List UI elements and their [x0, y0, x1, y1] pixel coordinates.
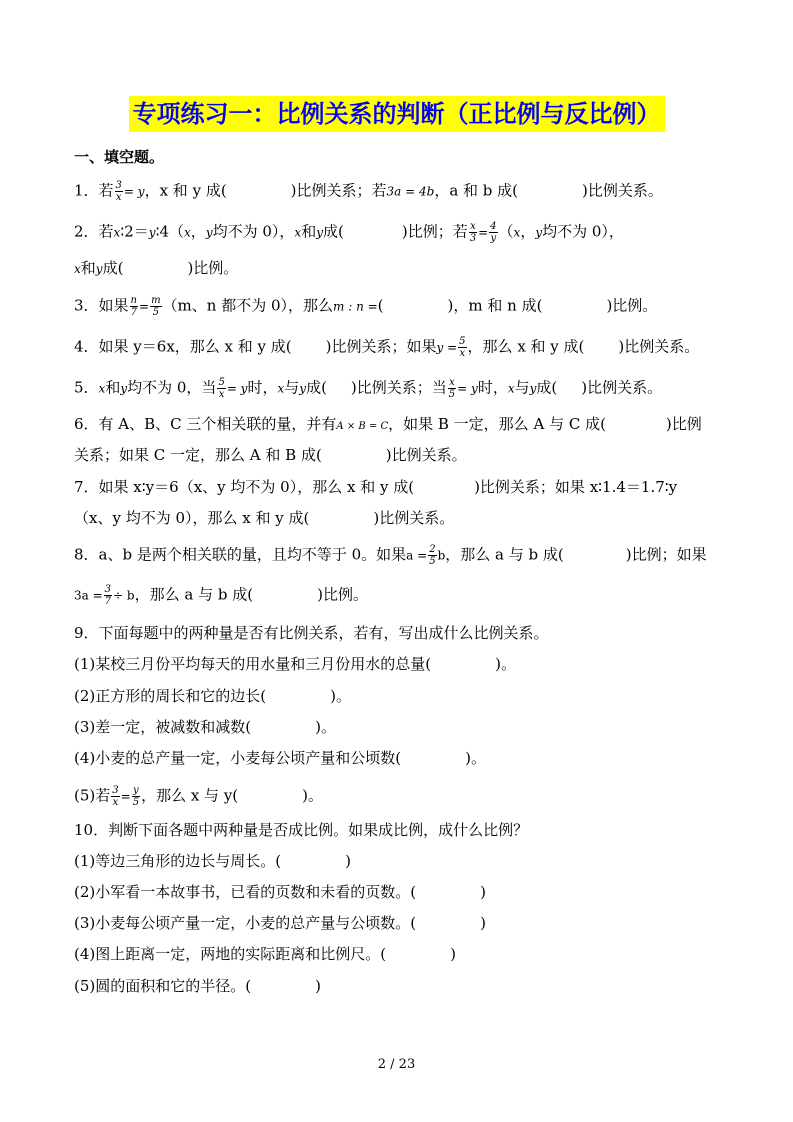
question-10-item-2: (2)小军看一本故事书，已看的页数和未看的页数。( ) — [74, 883, 486, 901]
question-6-continued: 关系；如果 C 一定，那么 A 和 B 成( )比例关系。 — [74, 446, 467, 464]
fraction: $\frac{y}{5}$ — [132, 785, 140, 808]
question-8: 8．a、b 是两个相关联的量，且均不等于 0。如果a = $\frac{2}{5}$ b，那么 a 与 b 成( )比例；如果 — [74, 544, 707, 567]
fraction: $\frac{m}{5}$ — [151, 295, 161, 318]
fraction: $\frac{3}{7}$ — [104, 584, 112, 607]
fraction: $\frac{x}{5}$ — [448, 377, 456, 400]
fraction: $\frac{4}{y}$ — [490, 221, 497, 244]
question-10-item-1: (1)等边三角形的边长与周长。( ) — [74, 852, 351, 870]
question-10-item-5: (5)圆的面积和它的半径。( ) — [74, 977, 321, 995]
section-heading-fill-blank: 一、填空题。 — [74, 148, 165, 166]
page-number: 2 / 23 — [377, 1057, 416, 1072]
question-2-continued: x和y成( )比例。 — [74, 259, 239, 277]
question-10-item-4: (4)图上距离一定，两地的实际距离和比例尺。( ) — [74, 945, 456, 963]
fraction: $\frac{3}{x}$ — [112, 785, 119, 808]
fraction: $\frac{x}{3}$ — [469, 221, 477, 244]
question-5: 5．x和y均不为 0，当 $\frac{5}{x}$ = y时，x与y成( )比例关系；当 $\frac{x}{5}$ = y时，x与y成( )比例关系。 — [74, 377, 663, 400]
question-9-item-3: (3)差一定，被减数和减数( )。 — [74, 718, 336, 736]
question-9-item-5: (5)若 $\frac{3}{x}$ = $\frac{y}{5}$ ，那么 x 与 y( )。 — [74, 785, 324, 808]
fraction: $\frac{n}{7}$ — [130, 295, 137, 318]
fraction: $\frac{5}{x}$ — [459, 336, 466, 359]
fraction: $\frac{5}{x}$ — [218, 377, 225, 400]
question-9-item-1: (1)某校三月份平均每天的用水量和三月份用水的总量( )。 — [74, 655, 516, 673]
question-2: 2．若x∶2＝y∶4（x，y均不为 0），x和y成( )比例；若 $\frac{x}{3}$ = $\frac{4}{y}$ （x，y均不为 0）， — [74, 221, 624, 244]
question-9-item-2: (2)正方形的周长和它的边长( )。 — [74, 687, 351, 705]
question-9: 9．下面每题中的两种量是否有比例关系，若有，写出成什么比例关系。 — [74, 624, 549, 642]
question-1: 1．若 $\frac{3}{x}$ = y，x 和 y 成( )比例关系；若3a = 4b，a 和 b 成( )比例关系。 — [74, 180, 663, 203]
question-3: 3．如果 $\frac{n}{7}$ = $\frac{m}{5}$ （m、n 都不为 0），那么m : n =( )，m 和 n 成( )比例。 — [74, 295, 658, 318]
question-7: 7．如果 x∶y＝6（x、y 均不为 0），那么 x 和 y 成( )比例关系；如果 x∶1.4＝1.7∶y — [74, 478, 678, 496]
question-7-continued: （x、y 均不为 0），那么 x 和 y 成( )比例关系。 — [74, 509, 455, 527]
page-title: 专项练习一：比例关系的判断（正比例与反比例） — [129, 96, 665, 132]
title-container — [0, 96, 793, 132]
fraction: $\frac{2}{5}$ — [429, 544, 436, 567]
fraction: $\frac{3}{x}$ — [115, 180, 122, 203]
question-9-item-4: (4)小麦的总产量一定，小麦每公顷产量和公顷数( )。 — [74, 749, 486, 767]
question-8-continued: 3a = $\frac{3}{7}$ ÷ b，那么 a 与 b 成( )比例。 — [74, 584, 368, 607]
question-6: 6．有 A、B、C 三个相关联的量，并有A × B = C，如果 B 一定，那么 A 与 C 成( )比例 — [74, 415, 702, 433]
question-10: 10．判断下面各题中两种量是否成比例。如果成比例，成什么比例？ — [74, 821, 529, 839]
question-10-item-3: (3)小麦每公顷产量一定，小麦的总产量与公顷数。( ) — [74, 914, 486, 932]
question-4: 4．如果 y＝6x，那么 x 和 y 成( )比例关系；如果y = $\frac{5}{x}$ ，那么 x 和 y 成( )比例关系。 — [74, 336, 700, 359]
